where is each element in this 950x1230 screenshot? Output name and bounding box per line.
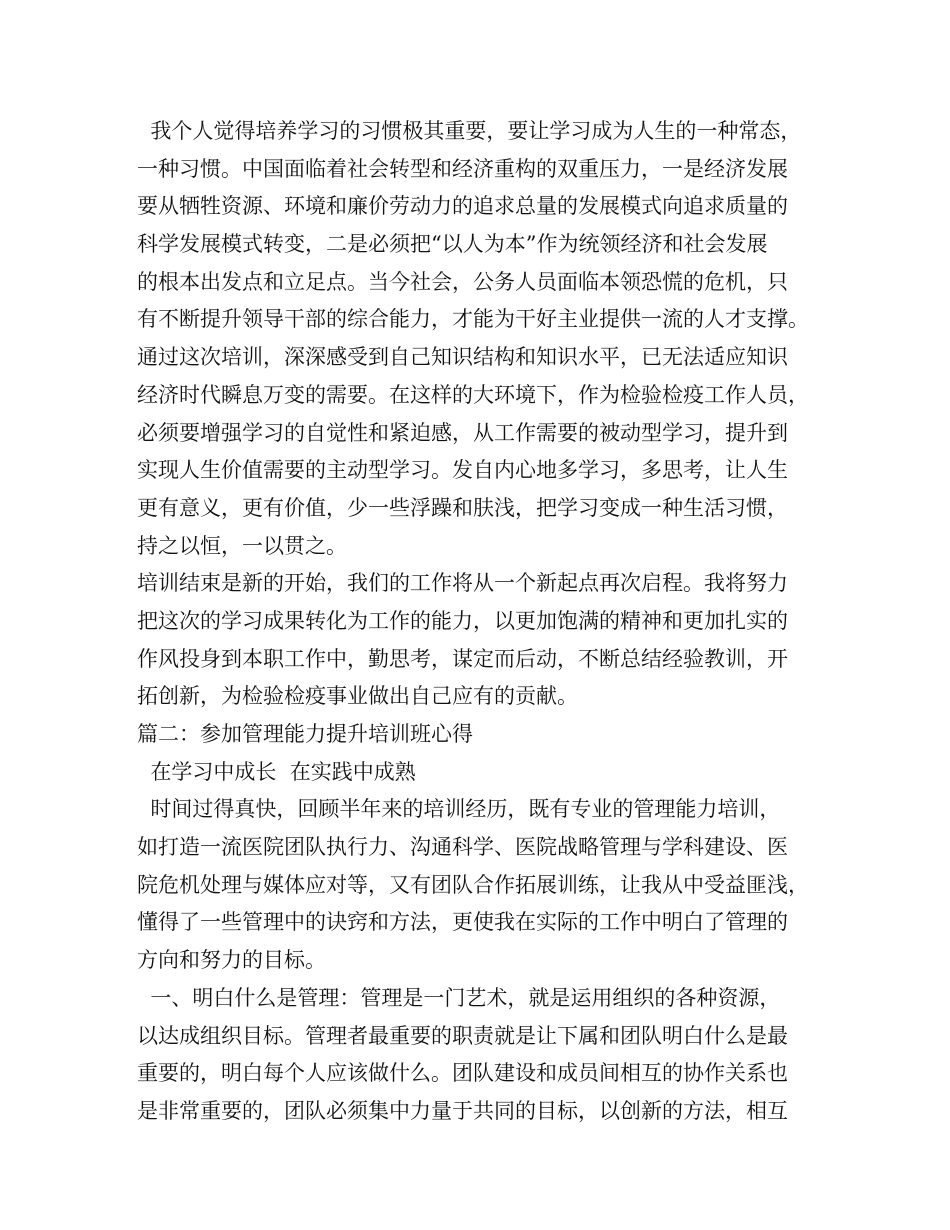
text-line: 拓创新，为检验检疫事业做出自己应有的贡献。 bbox=[137, 684, 578, 709]
text-line: 院危机处理与媒体应对等，又有团队合作拓展训练，让我从中受益匪浅， bbox=[137, 872, 809, 897]
text-line: 方向和努力的目标。 bbox=[137, 948, 326, 973]
text-line: 是非常重要的，团队必须集中力量于共同的目标，以创新的方法，相互 bbox=[137, 1098, 788, 1123]
section-subtitle: 在学习中成长 在实践中成熟 bbox=[137, 759, 416, 784]
text-line: 以达成组织目标。管理者最重要的职责就是让下属和团队明白什么是最 bbox=[137, 1023, 788, 1048]
text-line: 一、明白什么是管理：管理是一门艺术，就是运用组织的各种资源， bbox=[137, 985, 781, 1010]
text-line: 如打造一流医院团队执行力、沟通科学、医院战略管理与学科建设、医 bbox=[137, 835, 788, 860]
body-text bbox=[137, 113, 837, 1131]
text-line: 经济时代瞬息万变的需要。在这样的大环境下，作为检验检疫工作人员， bbox=[137, 382, 809, 407]
text-line: 懂得了一些管理中的诀窍和方法，更使我在实际的工作中明白了管理的 bbox=[137, 910, 788, 935]
text-line: 通过这次培训，深深感受到自己知识结构和知识水平，已无法适应知识 bbox=[137, 345, 788, 370]
text-line: 有不断提升领导干部的综合能力，才能为干好主业提供一流的人才支撑。 bbox=[137, 307, 809, 332]
section-heading: 篇二：参加管理能力提升培训班心得 bbox=[137, 722, 473, 746]
text-line: 时间过得真快，回顾半年来的培训经历，既有专业的管理能力培训， bbox=[137, 797, 781, 822]
text-line: 作风投身到本职工作中，勤思考，谋定而后动，不断总结经验教训，开 bbox=[137, 646, 788, 671]
text-line: 持之以恒，一以贯之。 bbox=[137, 533, 347, 558]
text-line: 重要的，明白每个人应该做什么。团队建设和成员间相互的协作关系也 bbox=[137, 1061, 788, 1086]
text-line: 实现人生价值需要的主动型学习。发自内心地多学习，多思考，让人生 bbox=[137, 458, 788, 483]
text-line: 的根本出发点和立足点。当今社会，公务人员面临本领恐慌的危机，只 bbox=[137, 269, 788, 294]
text-line: 更有意义，更有价值，少一些浮躁和肤浅，把学习变成一种生活习惯， bbox=[137, 495, 788, 520]
text-line: 把这次的学习成果转化为工作的能力，以更加饱满的精神和更加扎实的 bbox=[137, 608, 788, 633]
text-line: 一种习惯。中国面临着社会转型和经济重构的双重压力，一是经济发展 bbox=[137, 156, 788, 181]
text-line: 我个人觉得培养学习的习惯极其重要，要让学习成为人生的一种常态， bbox=[137, 119, 802, 143]
text-line: 要从牺牲资源、环境和廉价劳动力的追求总量的发展模式向追求质量的 bbox=[137, 194, 788, 219]
text-line: 必须要增强学习的自觉性和紧迫感，从工作需要的被动型学习，提升到 bbox=[137, 420, 788, 445]
text-line: 培训结束是新的开始，我们的工作将从一个新起点再次启程。我将努力 bbox=[137, 571, 788, 596]
text-line: 科学发展模式转变，二是必须把“以人为本”作为统领经济和社会发展 bbox=[137, 232, 768, 257]
